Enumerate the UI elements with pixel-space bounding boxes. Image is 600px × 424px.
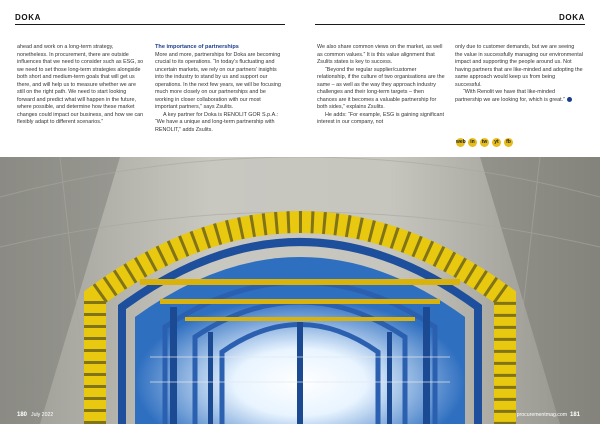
paragraph-text: “With Renolit we have that like-minded partnership we are looking for, which is great.” bbox=[455, 89, 565, 103]
paragraph: More and more, partnerships for Doka are becoming crucial to its operations. “In today’s fluctuating and uncertain markets, we rely on our partners’ insights into the industry to stand by us and support our operations. In the next few years, we will be focusing much more closely on our partnerships and be working in closer collaboration with our most important partners,” says Zsulits. bbox=[155, 51, 281, 110]
paragraph: only due to customer demands, but we are seeing the value in successfully managing our environmental impact and supporting the people around us. Not having partners that are like-minded and adopting the same approach would keep us from being successful. bbox=[455, 44, 583, 88]
paragraph: “Beyond the regular supplier/customer relationship, if the culture of two organisations are the same – as well as the way they approach industry challenges and their long-term targets – then chances are it becomes a valuable partnership for both sides,” explains Zsulits. bbox=[317, 66, 445, 110]
text-column-4 bbox=[455, 44, 583, 104]
linkedin-icon[interactable]: in bbox=[468, 138, 477, 147]
text-column-3 bbox=[317, 44, 445, 127]
header-brand-left: DOKA bbox=[15, 13, 41, 22]
header-rule-left bbox=[15, 24, 285, 25]
paragraph: He adds: “For example, ESG is gaining significant interest in our company, not bbox=[317, 111, 444, 125]
paragraph: ahead and work on a long-term strategy, nonetheless. In procurement, there are outside influences that we need to consider such as ESG, so we need to set those long-term strategies alongside both short and medium-term goals that will get us there, and will help us to measure whether we are still on the right path. We need to start looking forward and predict what will happen in the future, where possible, and determine how these market changes could impact our business, and how we can flexibly adapt to different scenarios.” bbox=[17, 44, 144, 125]
header-rule-right bbox=[315, 24, 585, 25]
paragraph: A key partner for Doka is RENOLIT GOR S.p.A.: “We have a unique and long-term partnership with RENOLIT,” adds Zsulits. bbox=[155, 111, 279, 133]
social-links bbox=[456, 138, 513, 147]
paragraph: We also share common views on the market, as well as common values.” It is this value alignment that Zsulits states is key to success. bbox=[317, 44, 443, 65]
tunnel-formwork-photo bbox=[0, 157, 600, 424]
text-column-1 bbox=[17, 44, 145, 127]
page-number-right: 181 bbox=[569, 412, 580, 418]
issue-date: July 2022 bbox=[31, 412, 54, 418]
paragraph bbox=[455, 89, 583, 104]
footer-right bbox=[517, 412, 584, 418]
footer-left bbox=[17, 412, 53, 418]
end-mark-icon bbox=[567, 97, 572, 102]
youtube-icon[interactable]: yt bbox=[492, 138, 501, 147]
twitter-icon[interactable]: tw bbox=[481, 139, 488, 145]
text-column-2 bbox=[155, 44, 283, 134]
globe-icon[interactable]: web bbox=[456, 139, 466, 145]
facebook-icon[interactable]: fb bbox=[504, 138, 513, 147]
page-number-left: 180 bbox=[17, 412, 28, 418]
section-heading: The importance of partnerships bbox=[155, 44, 239, 50]
header-brand-right: DOKA bbox=[559, 13, 585, 22]
site-url[interactable]: procurementmag.com bbox=[516, 412, 568, 418]
